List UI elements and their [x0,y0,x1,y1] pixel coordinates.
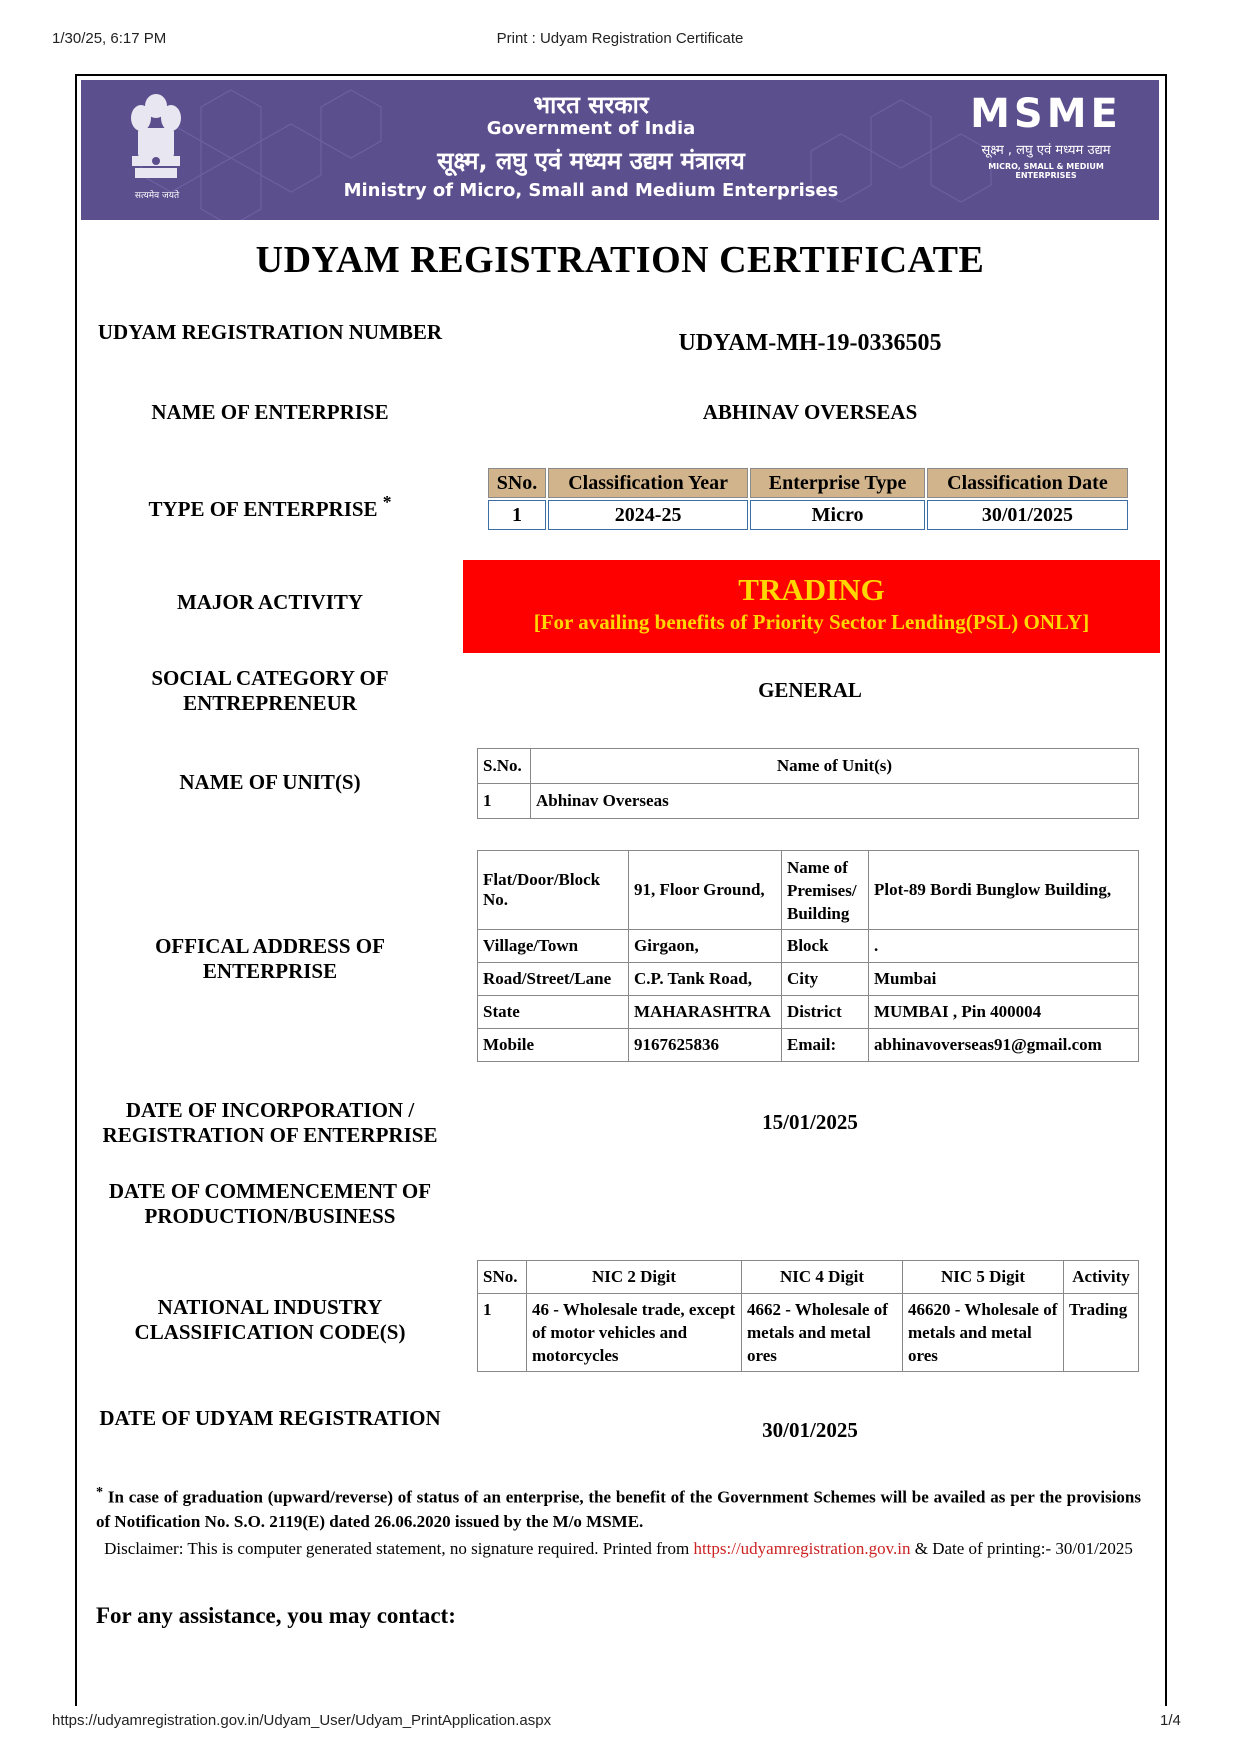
header-classification-year: Classification Year [548,468,748,498]
city-label: City [782,963,869,996]
village-label: Village/Town [478,930,629,963]
reg-number: UDYAM-MH-19-0336505 [678,330,942,356]
state-value: MAHARASHTRA [629,996,782,1029]
type-asterisk: * [382,492,392,512]
premises-label: Name of Premises/ Building [782,851,869,930]
activity-value: TRADING [738,572,885,607]
activity-note: [For availing benefits of Priority Sector Lending(PSL) ONLY] [533,610,1090,634]
road-label: Road/Street/Lane [478,963,629,996]
cell-classification-date: 30/01/2025 [927,500,1128,530]
udyam-date-label: DATE OF UDYAM REGISTRATION [99,1406,441,1430]
header-enterprise-type: Enterprise Type [750,468,925,498]
address-row [478,1029,1139,1062]
commencement-label: DATE OF COMMENCEMENT OF PRODUCTION/BUSINESS [108,1179,432,1228]
district-label: District [782,996,869,1029]
national-emblem-icon [121,90,191,188]
village-value: Girgaon, [629,930,782,963]
msme-logo-english: MICRO, SMALL & MEDIUM ENTERPRISES [988,162,1104,180]
flat-value: 91, Floor Ground, [629,851,782,930]
address-label: OFFICAL ADDRESS OF ENTERPRISE [155,934,385,983]
udyam-date: 30/01/2025 [762,1418,858,1442]
cell-unit-name: Abhinav Overseas [531,784,1139,819]
table-header-row [478,1261,1139,1294]
table-header-row [488,468,1128,498]
cell-nic5: 46620 - Wholesale of metals and metal ores [903,1294,1064,1372]
header-nic4: NIC 4 Digit [742,1261,903,1294]
nic-label: NATIONAL INDUSTRY CLASSIFICATION CODE(S) [134,1295,406,1344]
ministry-name: Ministry of Micro, Small and Medium Enterprises [343,180,839,201]
nic-table [477,1260,1139,1372]
header-activity: Activity [1064,1261,1139,1294]
disclaimer-link[interactable]: https://udyamregistration.gov.in [693,1539,911,1558]
cell-nic4: 4662 - Wholesale of metals and metal ores [742,1294,903,1372]
type-label-text: TYPE OF ENTERPRISE [148,497,378,521]
state-label: State [478,996,629,1029]
units-label: NAME OF UNIT(S) [179,770,361,794]
msme-logo-text: MSME [970,91,1122,137]
city-value: Mumbai [869,963,1139,996]
disclaimer-prefix: Disclaimer: This is computer generated statement, no signature required. Printed from [104,1539,690,1558]
address-row [478,851,1139,930]
certificate-title: UDYAM REGISTRATION CERTIFICATE [255,239,985,281]
graduation-footnote [96,1480,1141,1534]
disclaimer [96,1537,1141,1560]
cell-enterprise-type: Micro [750,500,925,530]
type-label [90,490,450,522]
disclaimer-suffix: & Date of printing:- 30/01/2025 [914,1539,1133,1558]
block-value: . [869,930,1139,963]
gov-banner [81,80,1159,220]
social-category: GENERAL [758,678,862,702]
msme-logo [961,92,1131,180]
address-row [478,963,1139,996]
table-row [488,500,1128,530]
flat-label: Flat/Door/Block No. [478,851,629,930]
district-value: MUMBAI , Pin 400004 [869,996,1139,1029]
header-unit-name: Name of Unit(s) [531,749,1139,784]
enterprise-name: ABHINAV OVERSEAS [702,400,918,424]
incorporation-date: 15/01/2025 [762,1110,858,1134]
assistance-heading: For any assistance, you may contact: [96,1603,456,1628]
units-table [477,748,1139,819]
hindi-government: भारत सरकार [533,91,649,119]
address-table [477,850,1139,1062]
mobile-label: Mobile [478,1029,629,1062]
cell-sno: 1 [478,784,531,819]
header-sno: SNo. [488,468,546,498]
incorporation-label: DATE OF INCORPORATION / REGISTRATION OF ENTERPRISE [102,1098,438,1147]
activity-box [463,560,1160,653]
social-category-label: SOCIAL CATEGORY OF ENTREPRENEUR [151,666,389,715]
table-row [478,784,1139,819]
print-page-title: Print : Udyam Registration Certificate [496,30,744,47]
table-row [478,1294,1139,1372]
footnote-text: In case of graduation (upward/reverse) of status of an enterprise, the benefit of the Government Schemes will be availed as per the provisions of Notification No. S.O. 2119(E) dated 26.06.2020 issued by the M/o MSME. [96,1487,1141,1531]
block-label: Block [782,930,869,963]
header-sno: SNo. [478,1261,527,1294]
msme-logo-hindi: सूक्ष्म , लघु एवं मध्यम उद्यम [981,143,1111,158]
cell-activity: Trading [1064,1294,1139,1372]
cell-sno: 1 [488,500,546,530]
enterprise-name-label: NAME OF ENTERPRISE [151,400,389,424]
footnote-mark: * [96,1484,104,1500]
header-nic2: NIC 2 Digit [527,1261,742,1294]
address-row [478,930,1139,963]
hindi-ministry: सूक्ष्म, लघु एवं मध्यम उद्यम मंत्रालय [437,147,745,175]
email-value[interactable]: abhinavoverseas91@gmail.com [869,1029,1139,1062]
email-label: Email: [782,1029,869,1062]
header-sno: S.No. [478,749,531,784]
reg-number-label: UDYAM REGISTRATION NUMBER [97,320,443,344]
print-page-number: 1/4 [1160,1712,1181,1729]
print-footer-url: https://udyamregistration.gov.in/Udyam_User/Udyam_PrintApplication.aspx [52,1712,552,1729]
cell-sno: 1 [478,1294,527,1372]
emblem-caption: सत्यमेव जयते [134,191,180,201]
table-header-row [478,749,1139,784]
address-row [478,996,1139,1029]
print-datetime: 1/30/25, 6:17 PM [52,30,167,47]
activity-label: MAJOR ACTIVITY [176,590,364,614]
enterprise-type-table [486,466,1130,532]
header-classification-date: Classification Date [927,468,1128,498]
cell-nic2: 46 - Wholesale trade, except of motor vehicles and motorcycles [527,1294,742,1372]
header-nic5: NIC 5 Digit [903,1261,1064,1294]
premises-value: Plot-89 Bordi Bunglow Building, [869,851,1139,930]
government-of-india: Government of India [486,118,696,139]
mobile-value: 9167625836 [629,1029,782,1062]
cell-classification-year: 2024-25 [548,500,748,530]
road-value: C.P. Tank Road, [629,963,782,996]
